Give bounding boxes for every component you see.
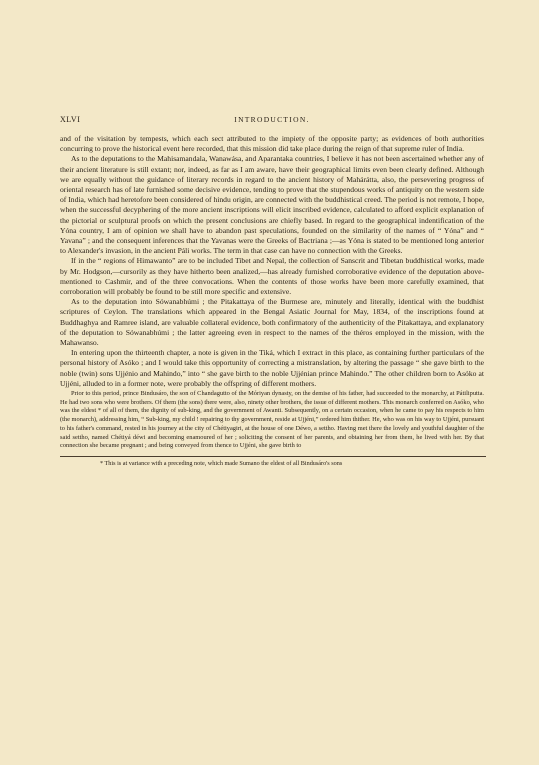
paragraph-1: and of the visitation by tempests, which each sect attributed to the impiety of the opposite party; as evidences of both authorities concurring to prove the historical event here recorded, that this mission did take place during the reign of that supreme ruler of India. bbox=[60, 134, 484, 154]
paragraph-3: If in the “ regions of Himawanto” are to be included Tibet and Nepal, the collection of Sanscrit and Tibetan buddhistical works, made by Mr. Hodgson,—cursorily as they have hitherto been analized,—has already furnished corroborative evidence of the deputation above-mentioned to Cashmir, and of the three convocations. When the contents of those works have been more carefully examined, that corroboration will probably be found to be still more specific and extensive. bbox=[60, 256, 484, 297]
paragraph-2: As to the deputations to the Mahisamandala, Wanawása, and Aparantaka countries, I believe it has not been ascertained whether any of their ancient literature is still extant; nor, indeed, as far as I am aware, have their geographical limits even been clearly defined. Although we are equally without the guidance of literary records in regard to the ancient history of Mahárátta, also, the persevering progress of oriental research has of late furnished some decisive evidence, tending to prove that the stupendous works of antiquity on the western side of India, which had heretofore been considered of hindu origin, are connected with the buddhistical creed. The period is not remote, I hope, when the successful decyphering of the more ancient inscriptions will elicit inscribed evidence, calculated to afford explicit explanation of the pictorial or sculptural proofs on which the present conclusions are chiefly based. In regard to the geographical indentification of the Yóna country, I am of opinion we shall have to abandon past speculations, founded on the similarity of the names of “ Yóna” and “ Yavana” ; and the consequent inferences that the Yavanas were the Greeks of Bactriana ;—as Yóna is stated to be mentioned long anterior to Alexander's invasion, in the ancient Páli works. The term in that case can have no connection with the Greeks. bbox=[60, 154, 484, 256]
footnote: * This is at variance with a preceding note, which made Sumano the eldest of all Bindusáro's sons bbox=[100, 460, 343, 467]
extract-note: Prior to this period, prince Bindusáro, the son of Chandagutto of the Móriyan dynasty, on the demise of his father, had succeeded to the monarchy, at Pátiliputta. He had two sons who were brothers. Of them (the sons) there were, also, ninety other brothers, the issue of different mothers. This monarch conferred on Asóko, who was the eldest * of all of them, the dignity of sub-king, and the government of Awanti. Subsequently, on a certain occasion, when he came to pay his respects to him (the monarch), addressing him, “ Sub-king, my child ! repairing to thy government, reside at Ujjéni,” ordered him thither. He, who was on his way to Ujjéni, pursuant to his father's command, rested in his journey at the city of Chétiyagiri, at the house of one Déwo, a settho. Having met there the lovely and youthful daughter of the said settho, named Chétiyá déwi and becoming enamoured of her ; soliciting the consent of her parents, and obtaining her from them, he lived with her. By that connection she became pregnant ; and being conveyed from thence to Ujjéni, she gave birth to bbox=[60, 390, 484, 450]
page-number: XLVI bbox=[60, 115, 81, 124]
paragraph-5: In entering upon the thirteenth chapter, a note is given in the Tiká, which I extract in this place, as containing further particulars of the personal history of Asóko ; and I would take this opportunity of correcting a mistranslation, by altering the passage “ she gave birth to the noble (twin) sons Ujjénio and Mahindo,” into “ she gave birth to the noble Ujjénian prince Mahindo.” The other children born to Asóko at Ujjéni, alluded to in a former note, were probably the offspring of different mothers. bbox=[60, 348, 484, 388]
running-title: INTRODUCTION. bbox=[234, 115, 310, 124]
footnote-divider bbox=[60, 456, 486, 457]
page-header bbox=[60, 115, 484, 127]
paragraph-4: As to the deputation into Sówanabhúmi ; the Pitakattaya of the Burmese are, minutely and literally, identical with the buddhist scriptures of Ceylon. The translations which appeared in the Bengal Asiatic Journal for May, 1834, of the inscriptions found at Buddhaghya and Ramree island, are valuable collateral evidence, both confirmatory of the authenticity of the Pitakattaya, and explanatory of the deputation to Sówanabhúmi ; the latter agreeing even in respect to the names of the théros employed in the mission, with the Mahawanso. bbox=[60, 297, 484, 348]
body-text bbox=[60, 134, 484, 468]
